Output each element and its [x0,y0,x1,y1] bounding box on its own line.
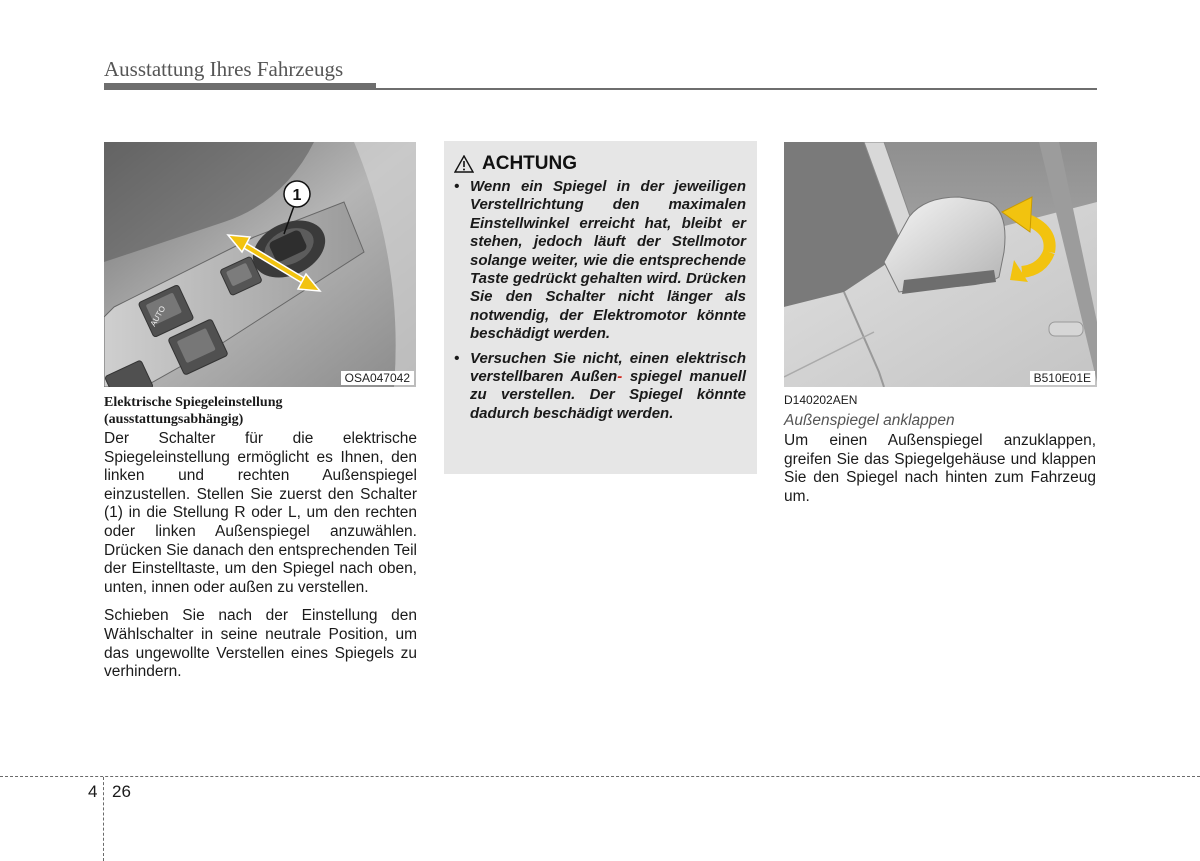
page-header-title: Ausstattung Ihres Fahrzeugs [104,57,344,81]
footer-divider [103,777,104,861]
hyphen-mark: - [617,368,623,386]
figure-code: B510E01E [1030,371,1095,385]
paragraph: Schieben Sie nach der Einstellung den Wählschalter in seine neutrale Position, um das ungewollte Verstellen eines Spiegels zu verhindern. [104,607,417,681]
warning-title: ACHTUNG [482,153,577,174]
section-mirror-folding [784,393,1096,506]
mirror-switch-photo [104,142,416,387]
warning-triangle-icon [454,155,474,173]
warning-box [444,141,757,474]
side-mirror-photo [784,142,1097,387]
figure-code: OSA047042 [341,371,414,385]
warning-text: Wenn ein Spiegel in der jeweiligen Verstellrichtung den maximalen Einstellwinkel erreicht hat, bleibt er stehen, jedoch läuft der Stellmotor solange weiter, wie die entsprechende Taste gedrückt gehalten wird. Drücken Sie den Schalter nicht länger als notwendig, der Elektromotor könnte beschädigt werden. [470,178,746,343]
paragraph: Der Schalter für die elektrische Spiegeleinstellung ermöglicht es Ihnen, den linken und rechten Außenspiegel einzustellen. Stellen Sie zuerst den Schalter (1) in die Stellung R oder L, um den rechten oder linken Außenspiegel anzuwählen. Drücken Sie danach den entsprechenden Teil der Einstelltaste, um den Spiegel nach oben, unten, innen oder außen zu verstellen. [104,430,417,596]
list-item [454,178,746,344]
paragraph: Um einen Außenspiegel anzuklappen, greifen Sie das Spiegelgehäuse und klappen Sie den Spiegel nach hinten zum Fahrzeug um. [784,432,1096,505]
section-subtitle: Außenspiegel anklappen [784,412,955,429]
section-title: Elektrische Spiegeleinstellung [104,395,283,410]
list-item [454,350,746,424]
callout-number: 1 [292,187,302,204]
warning-header [454,153,577,175]
header-rule [104,88,1097,90]
chapter-number: 4 [88,782,98,801]
footer-rule [0,776,1200,777]
page-number: 26 [112,782,131,801]
section-title-note: (ausstattungsabhängig) [104,412,244,427]
bullet: • [454,178,460,195]
warning-text-part: Versuchen Sie nicht, einen elektrisch verstellbaren Außen [470,349,746,386]
auto-button-label: AUTO [148,304,168,328]
warning-text [470,350,746,424]
bullet: • [454,349,460,367]
mirror-switch-illustration [104,142,416,387]
side-mirror-illustration [784,142,1097,387]
warning-text-part: spiegel manuell zu verstellen. Der Spiegel könnte dadurch beschädigt werden. [470,368,746,422]
reference-code: D140202AEN [784,393,858,407]
warning-list [454,178,746,423]
section-mirror-adjustment [104,394,417,682]
